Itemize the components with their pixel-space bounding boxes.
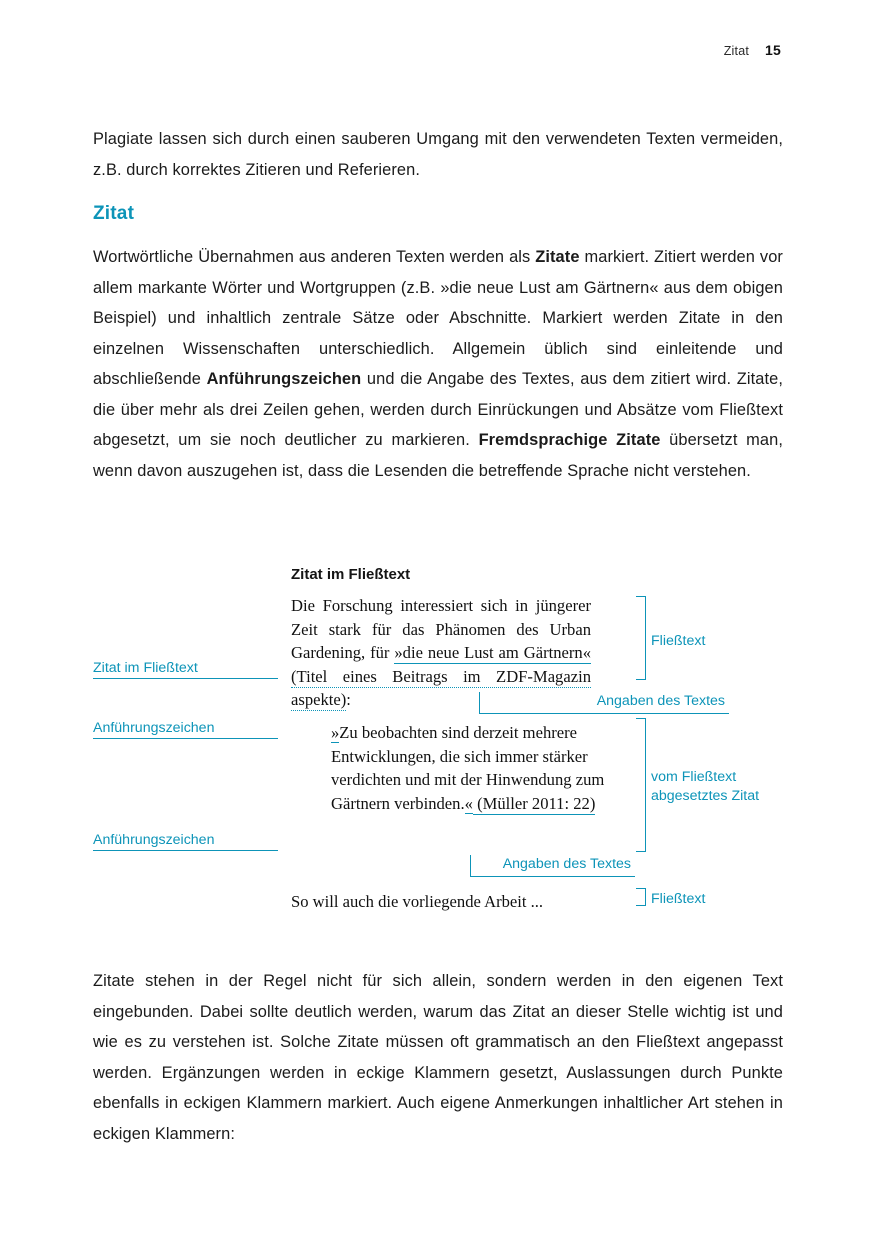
paragraph-closing: Zitate stehen in der Regel nicht für sich allein, sondern werden in den eigenen Text eingebunden. Dabei sollte deutlich werden, warum das Zitat an dieser Stelle wichtig ist und wie es zu verstehen ist. Solche Zitate müssen oft grammatisch an den Fließtext angepasst werden. Ergänzungen werden in eckige Klammern gesetzt, Auslassungen durch Punkte ebenfalls in eckigen Klammern markiert. Auch eigene Anmerkungen inhaltlicher Art stehen in eckigen Klammern: xyxy=(93,972,783,1143)
paragraph-intro: Plagiate lassen sich durch einen sauberen Umgang mit den verwendeten Texten vermeiden, z.B. durch korrektes Zitieren und Referieren. xyxy=(93,130,783,179)
label-zitat-im-fliesstext: Zitat im Fließtext xyxy=(93,660,278,679)
quote1-tail: : xyxy=(346,690,351,709)
label-fliesstext-top: Fließtext xyxy=(651,633,706,649)
main-text-part4: übersetzt man, wenn davon auszugehen ist, dass die Lesenden die betreffende Sprache nicht verstehen. xyxy=(93,431,784,480)
paragraph-intro-container xyxy=(93,124,783,185)
running-head-chapter: Zitat xyxy=(723,44,750,58)
quote2-text: Zu beobachten sind derzeit mehrere Entwicklungen, die sich immer stärker verdichten und mit der Hinwendung zum Gärtnern verbinden. xyxy=(331,723,605,813)
paragraph-main-container xyxy=(93,242,783,486)
quote1-source: (Titel eines Beitrags im ZDF-Magazin aspekte) xyxy=(291,666,591,709)
label-angaben-des-textes-2: Angaben des Textes xyxy=(470,855,635,877)
paragraph-closing-container xyxy=(93,966,783,1149)
bracket-flowtext-bottom xyxy=(636,888,646,906)
main-bold-anfuehrungszeichen: Anführungszeichen xyxy=(206,370,362,388)
example-quote-after: So will auch die vorliegende Arbeit ... xyxy=(291,892,544,911)
main-text-part3: und die Angabe des Textes, aus dem zitiert wird. Zitate, die über mehr als drei Zeilen gehen, werden durch Einrückungen und Absätze vom Fließtext abgesetzt, um sie noch deutlicher zu markieren. xyxy=(93,370,783,449)
bracket-set-quote xyxy=(636,718,646,852)
quote2-close-guillemet: « xyxy=(464,793,473,813)
main-bold-zitate: Zitate xyxy=(535,248,580,266)
figure-title: Zitat im Fließtext xyxy=(291,566,411,583)
example-quote-block xyxy=(331,721,621,815)
main-bold-fremdsprachige-zitate: Fremdsprachige Zitate xyxy=(478,431,661,449)
bracket-flowtext-top xyxy=(636,596,646,680)
quote1-quoted: »die neue Lust am Gärtnern« xyxy=(394,643,591,662)
main-text-part2: markiert. Zitiert werden vor allem markante Wörter und Wortgruppen (z.B. »die neue Lust am Gärtnern« aus dem obigen Beispiel) und inhaltlich zentrale Sätze oder Abschnitte. Markiert werden Zitate in den einzelnen Wissenschaften unterschiedlich. Allgemein üblich sind einleitende und abschließende xyxy=(93,248,783,388)
label-abgesetztes-zitat: vom Fließtext abgesetztes Zitat xyxy=(651,769,760,804)
paragraph-main xyxy=(93,242,783,486)
label-fliesstext-bottom: Fließtext xyxy=(651,891,706,907)
label-angaben-des-textes-1: Angaben des Textes xyxy=(479,692,729,714)
quote2-open-guillemet: » xyxy=(331,723,340,742)
quote1-lead: Die Forschung interessiert sich in jüngerer Zeit stark für das Phänomen des Urban Gardening, für xyxy=(291,596,591,662)
label-anfuehrungszeichen-close: Anführungszeichen xyxy=(93,832,278,851)
running-head xyxy=(724,42,781,58)
main-text-part1: Wortwörtliche Übernahmen aus anderen Texten werden als xyxy=(93,248,536,266)
example-figure xyxy=(93,560,793,930)
quote2-source: (Müller 2011: 22) xyxy=(472,793,596,813)
label-anfuehrungszeichen-open: Anführungszeichen xyxy=(93,720,278,739)
section-heading-zitat: Zitat xyxy=(93,203,135,224)
page-number: 15 xyxy=(765,42,781,58)
